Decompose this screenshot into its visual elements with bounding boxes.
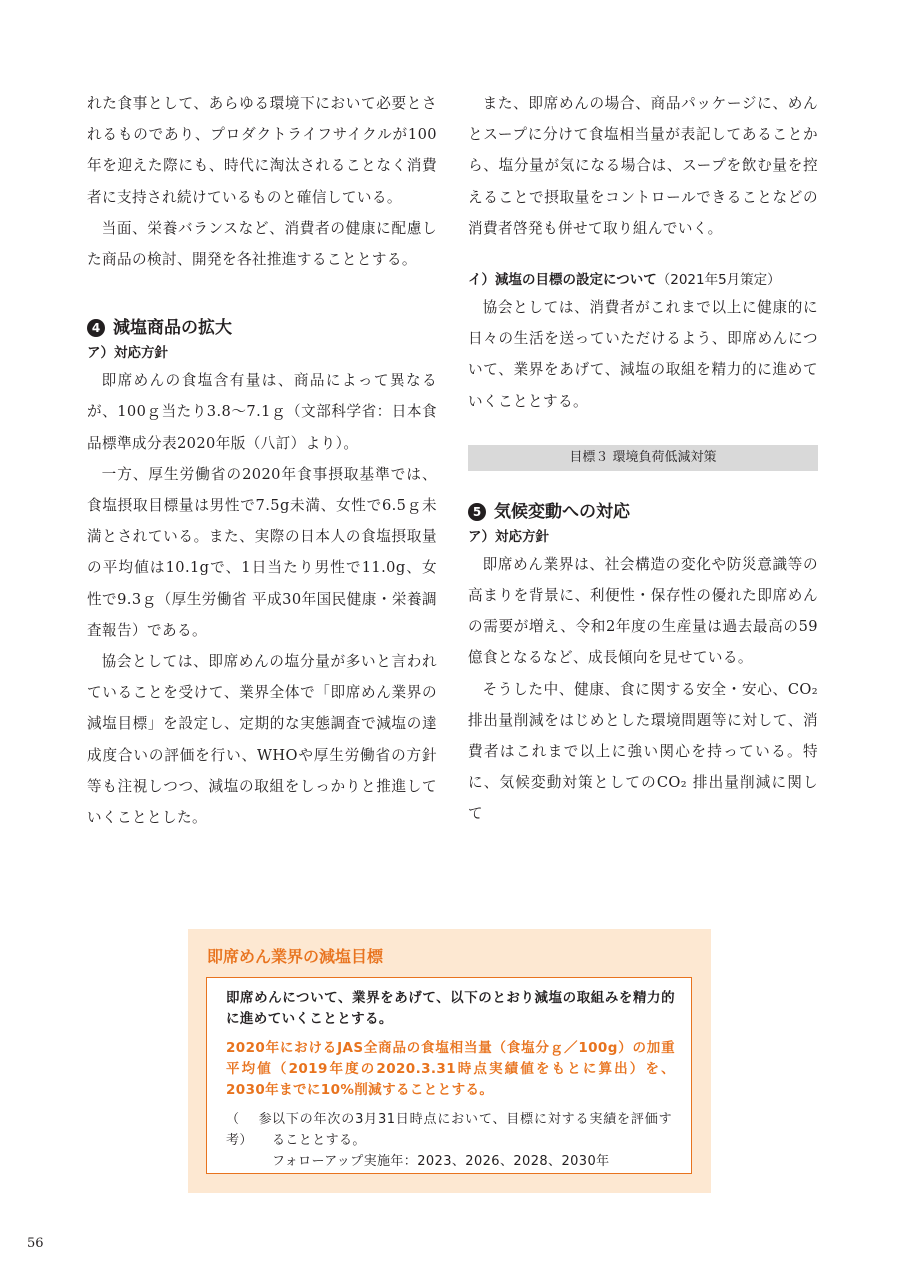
section-5-paragraph-2: そうした中、健康、食に関する安全・安心、CO₂排出量削減をはじめとした環境問題等に対して、消費者はこれまで以上に強い関心を持っている。特に、気候変動対策としてのCO₂ 排出量削減に関して [468, 680, 818, 823]
section-4-subheading: ア）対応方針 [87, 345, 168, 362]
section-4-paragraph-1: 即席めんの食塩含有量は、商品によって異なるが、100ｇ当たり3.8〜7.1ｇ（文部科学省：日本食品標準成分表2020年版（八訂）より）。 [87, 372, 437, 452]
section-5-title: 気候変動への対応 [494, 501, 630, 522]
section-5-subheading: ア）対応方針 [468, 528, 549, 545]
section-5-heading [468, 499, 818, 525]
section-4-paragraph-2: 一方、厚生労働省の2020年食事摂取基準では、食塩摂取目標量は男性で7.5g未満、女性で6.5ｇ未満とされている。また、実際の日本人の食塩摂取量の平均値は10.1gで、1日当たり男性で11.0g、女性で9.3ｇ（厚生労働省 平成30年国民健康・栄養調査報告）である。 [87, 465, 437, 639]
right-paragraph-2: 協会としては、消費者がこれまで以上に健康的に日々の生活を送っていただけるよう、即席めんについて、業界をあげて、減塩の取組を精力的に進めていくこととする。 [468, 299, 818, 410]
goal-main-text: 2020年におけるJAS全商品の食塩相当量（食塩分ｇ／100g）の加重平均値（2019年度の2020.3.31時点実績値をもとに算出）を、2030年までに10%削減することとする。 [226, 1040, 675, 1098]
section-4-number-icon: 4 [87, 319, 105, 337]
reference-text: 以下の年次の3月31日時点において、目標に対する実績を評価することとする。 [272, 1112, 672, 1148]
subsection-i-heading [468, 268, 818, 292]
goal-box-content [206, 977, 692, 1174]
follow-up-years: フォローアップ実施年：2023、2026、2028、2030年 [272, 1154, 610, 1169]
goal-3-band: 目標３ 環境負荷低減対策 [468, 445, 818, 471]
intro-paragraph-2: 当面、栄養バランスなど、消費者の健康に配慮した商品の検討、開発を各社推進することとする。 [87, 219, 437, 269]
right-paragraph-1: また、即席めんの場合、商品パッケージに、めんとスープに分けて食塩相当量が表記してあることから、塩分量が気になる場合は、スープを飲む量を控えることで摂取量をコントロールできることなどの消費者啓発も併せて取り組んでいく。 [468, 95, 818, 237]
goal-box-title: 即席めん業界の減塩目標 [207, 947, 384, 966]
section-5-number-icon: 5 [468, 503, 486, 521]
section-4-paragraph-3: 協会としては、即席めんの塩分量が多いと言われていることを受けて、業界全体で「即席めん業界の減塩目標」を設定し、定期的な実態調査で減塩の達成度合いの評価を行い、WHOや厚生労働省の方針等も注視しつつ、減塩の取組をしっかりと推進していくこととした。 [87, 653, 437, 827]
reference-label: （参考） [226, 1112, 272, 1148]
right-column [468, 88, 818, 830]
section-4-heading [87, 315, 437, 341]
section-5-paragraph-1: 即席めん業界は、社会構造の変化や防災意識等の高まりを背景に、利便性・保存性の優れた即席めんの需要が増え、令和2年度の生産量は過去最高の59億食となるなど、成長傾向を見せている。 [468, 555, 818, 667]
goal-reference [226, 1109, 675, 1151]
intro-paragraph-1: れた食事として、あらゆる環境下において必要とされるものであり、プロダクトライフサイクルが100年を迎えた際にも、時代に淘汰されることなく消費者に支持され続けているものと確信している。 [87, 95, 437, 206]
page-number: 56 [27, 1236, 44, 1251]
subsection-i-note: （2021年5月策定） [656, 272, 781, 289]
salt-reduction-goal-box [188, 929, 711, 1193]
section-4-title: 減塩商品の拡大 [113, 318, 232, 339]
goal-lead-text: 即席めんについて、業界をあげて、以下のとおり減塩の取組みを精力的に進めていくこととする。 [226, 990, 675, 1027]
subsection-i-title: イ）減塩の目標の設定について [468, 272, 657, 289]
left-column [87, 88, 437, 833]
